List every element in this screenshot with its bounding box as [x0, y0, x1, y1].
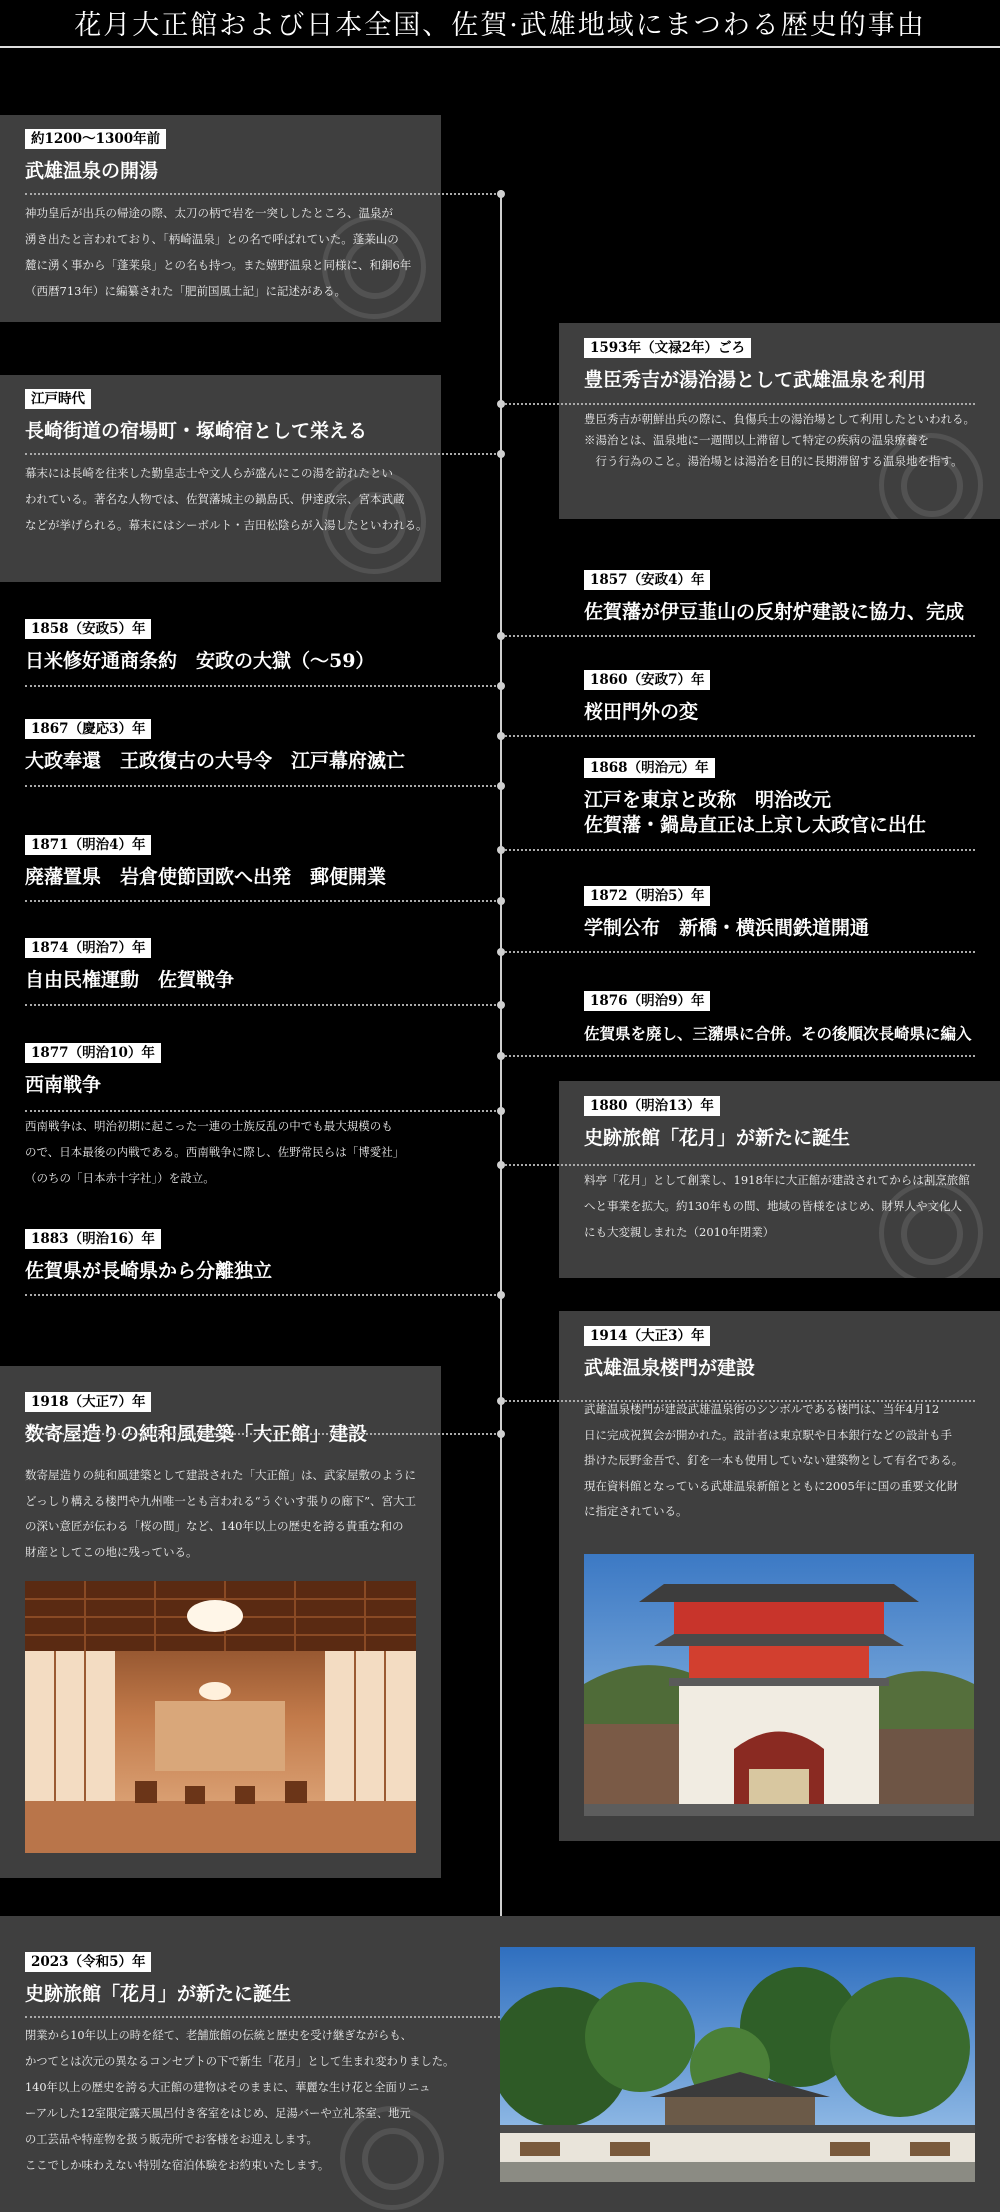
connector — [25, 2016, 500, 2018]
connector — [500, 849, 975, 851]
event-card-taishokan-1918 — [0, 1366, 441, 1878]
timeline-node — [497, 1161, 505, 1169]
event-date: 2023（令和5）年 — [25, 1952, 151, 1972]
event-heading: 江戸を東京と改称 明治改元 — [584, 789, 832, 811]
event-body: 神功皇后が出兵の帰途の際、太刀の柄で岩を一突ししたところ、温泉が 湧き出たと言われており、「柄崎温泉」との名で呼ばれていた。蓬莱山の 麓に湧く事から「蓬莱泉」との名も持つ。また嬉野温泉と同様に、和銅6年 （西暦713年）に編纂された「肥前国風土記」に記述がある。 — [25, 206, 412, 298]
event-heading: 数寄屋造りの純和風建築「大正館」建設 — [25, 1423, 368, 1445]
event-body: 数寄屋造りの純和風建築として建設された「大正館」は、武家屋敷のように どっしり構える楼門や九州唯一とも言われる“うぐいす張りの廊下”、宮大工 の深い意匠が伝わる「桜の間」など、140年以上の歴史を誇る貴重な和の 財産としてこの地に残っている。 — [25, 1468, 417, 1559]
event-date: 1880（明治13）年 — [584, 1096, 720, 1116]
romon-gate-photo — [584, 1554, 974, 1816]
connector — [500, 635, 975, 637]
connector — [25, 1433, 500, 1435]
timeline-node — [497, 450, 505, 458]
kagetsu-exterior-photo — [500, 1947, 975, 2182]
event-heading: 史跡旅館「花月」が新たに誕生 — [584, 1127, 851, 1149]
event-heading-line2: 佐賀藩・鍋島直正は上京し太政官に出仕 — [584, 814, 927, 836]
event-body: 幕末には長崎を往来した勤皇志士や文人らが盛んにこの湯を訪れたとい われている。著名な人物では、佐賀藩城主の鍋島氏、伊達政宗、宮本武蔵 などが挙げられる。幕末にはシーボルト・吉田松陰らが入湯したといわれる。 — [25, 466, 428, 532]
event-1883 — [25, 1228, 445, 1284]
page-title: 花月大正館および日本全国、佐賀·武雄地域にまつわる歴史的事由 — [74, 9, 926, 41]
event-heading: 西南戦争 — [25, 1074, 102, 1096]
event-body: 豊臣秀吉が朝鮮出兵の際に、負傷兵士の湯治場として利用したといわれる。 ※湯治とは、温泉地に一週間以上滞留して特定の疾病の温泉療養を 行う行為のこと。湯治場とは湯治を目的に長期滞留する温泉地を指す。 — [584, 412, 975, 468]
timeline-node — [497, 1397, 505, 1405]
event-heading: 佐賀県を廃し、三瀦県に合併。その後順次長崎県に編入 — [584, 1024, 972, 1043]
event-1867 — [25, 718, 445, 774]
event-1871 — [25, 834, 445, 890]
event-1877 — [25, 1042, 445, 1191]
event-card-kaito — [0, 115, 441, 322]
event-heading: 廃藩置県 岩倉使節団欧へ出発 郵便開業 — [25, 866, 387, 888]
connector — [25, 900, 500, 902]
connector — [500, 1164, 975, 1166]
event-heading: 豊臣秀吉が湯治湯として武雄温泉を利用 — [584, 369, 927, 391]
connector — [500, 735, 975, 737]
event-1872 — [584, 885, 984, 941]
event-card-kagetsu-2023 — [0, 1916, 1000, 2212]
timeline-node — [497, 732, 505, 740]
event-heading: 日米修好通商条約 安政の大獄（～59） — [25, 650, 375, 672]
event-date: 1593年（文禄2年）ごろ — [584, 338, 751, 358]
event-card-edo — [0, 375, 441, 582]
timeline-node — [497, 1107, 505, 1115]
event-1857 — [584, 569, 984, 625]
event-heading: 自由民権運動 佐賀戦争 — [25, 969, 235, 991]
event-1876 — [584, 990, 994, 1046]
event-body: 料亭「花月」として創業し、1918年に大正館が建設されてからは割烹旅館 へと事業を拡大。約130年もの間、地域の皆様をはじめ、財界人や文化人 にも大変親しまれた（2010年閉業） — [584, 1173, 970, 1239]
event-1874 — [25, 937, 445, 993]
event-card-romon-1914 — [559, 1311, 1000, 1841]
event-body: 閉業から10年以上の時を経て、老舗旅館の伝統と歴史を受け継ぎながらも、 かつてとは次元の異なるコンセプトの下で新生「花月」として生まれ変わりました。 140年以上の歴史を誇る大正館の建物はそのままに、華麗な生け花と全面リニュ ーアルした12室限定露天風呂付き客室をはじめ、足湯バーや立礼茶室、地元 の工芸品や特産物を扱う販売所でお客様をお迎えします。 ここでしか味わえない特別な宿泊体験をお約束いたします。 — [25, 2029, 455, 2172]
event-heading: 桜田門外の変 — [584, 701, 699, 723]
connector — [25, 1294, 500, 1296]
event-date: 1868（明治元）年 — [584, 758, 715, 778]
event-date: 江戸時代 — [25, 389, 91, 409]
event-heading: 長崎街道の宿場町・塚崎宿として栄える — [25, 420, 368, 442]
taishokan-interior-photo — [25, 1581, 416, 1853]
timeline-node — [497, 782, 505, 790]
event-date: 1874（明治7）年 — [25, 938, 151, 958]
event-date: 1883（明治16）年 — [25, 1229, 161, 1249]
timeline-node — [497, 1430, 505, 1438]
timeline-node — [497, 632, 505, 640]
event-date: 1877（明治10）年 — [25, 1043, 161, 1063]
event-heading: 佐賀県が長崎県から分離独立 — [25, 1260, 273, 1282]
connector — [500, 1400, 975, 1402]
event-1860 — [584, 669, 984, 725]
timeline-node — [497, 400, 505, 408]
timeline-node — [497, 1001, 505, 1009]
event-body: 武雄温泉楼門が建設武雄温泉街のシンボルである楼門は、当年4月12 日に完成祝賀会が開かれた。設計者は東京駅や日本銀行などの設計も手 掛けた辰野金吾で、釘を一本も使用していない建築物として有名である。 現在資料館となっている武雄温泉新館とともに2005年に国の重要文化財 に指定されている。 — [584, 1402, 964, 1518]
connector — [25, 685, 500, 687]
event-heading: 武雄温泉の開湯 — [25, 160, 159, 182]
timeline-node — [497, 190, 505, 198]
connector — [25, 1110, 500, 1112]
event-1858 — [25, 618, 445, 674]
timeline-node — [497, 948, 505, 956]
event-date: 1858（安政5）年 — [25, 619, 151, 639]
connector — [500, 1055, 975, 1057]
event-date: 1918（大正7）年 — [25, 1392, 151, 1412]
event-date: 1872（明治5）年 — [584, 886, 710, 906]
connector — [25, 193, 500, 195]
event-date: 1876（明治9）年 — [584, 991, 710, 1011]
timeline-node — [497, 1052, 505, 1060]
event-date: 1860（安政7）年 — [584, 670, 710, 690]
event-date: 1914（大正3）年 — [584, 1326, 710, 1346]
event-date: 1867（慶応3）年 — [25, 719, 151, 739]
timeline-node — [497, 846, 505, 854]
event-date: 1871（明治4）年 — [25, 835, 151, 855]
timeline-node — [497, 682, 505, 690]
event-heading: 史跡旅館「花月」が新たに誕生 — [25, 1983, 292, 2005]
event-card-kagetsu-1880 — [559, 1081, 1000, 1278]
event-heading: 学制公布 新橋・横浜間鉄道開通 — [584, 917, 870, 939]
connector — [500, 951, 975, 953]
event-heading: 武雄温泉楼門が建設 — [584, 1357, 756, 1379]
title-divider — [0, 46, 1000, 48]
connector — [500, 403, 975, 405]
event-heading: 佐賀藩が伊豆韮山の反射炉建設に協力、完成 — [584, 601, 965, 623]
connector — [25, 453, 500, 455]
event-body: 西南戦争は、明治初期に起こった一連の士族反乱の中でも最大規模のも ので、日本最後の内戦である。西南戦争に際し、佐野常民らは「博愛社」 （のちの「日本赤十字社」）を設立。 — [25, 1119, 405, 1185]
connector — [25, 785, 500, 787]
event-heading: 大政奉還 王政復古の大号令 江戸幕府滅亡 — [25, 750, 406, 772]
timeline-node — [497, 897, 505, 905]
event-date: 1857（安政4）年 — [584, 570, 710, 590]
event-card-hideyoshi — [559, 323, 1000, 519]
connector — [25, 1004, 500, 1006]
event-date: 約1200～1300年前 — [25, 129, 166, 149]
timeline-node — [497, 1291, 505, 1299]
event-1868 — [584, 757, 984, 838]
